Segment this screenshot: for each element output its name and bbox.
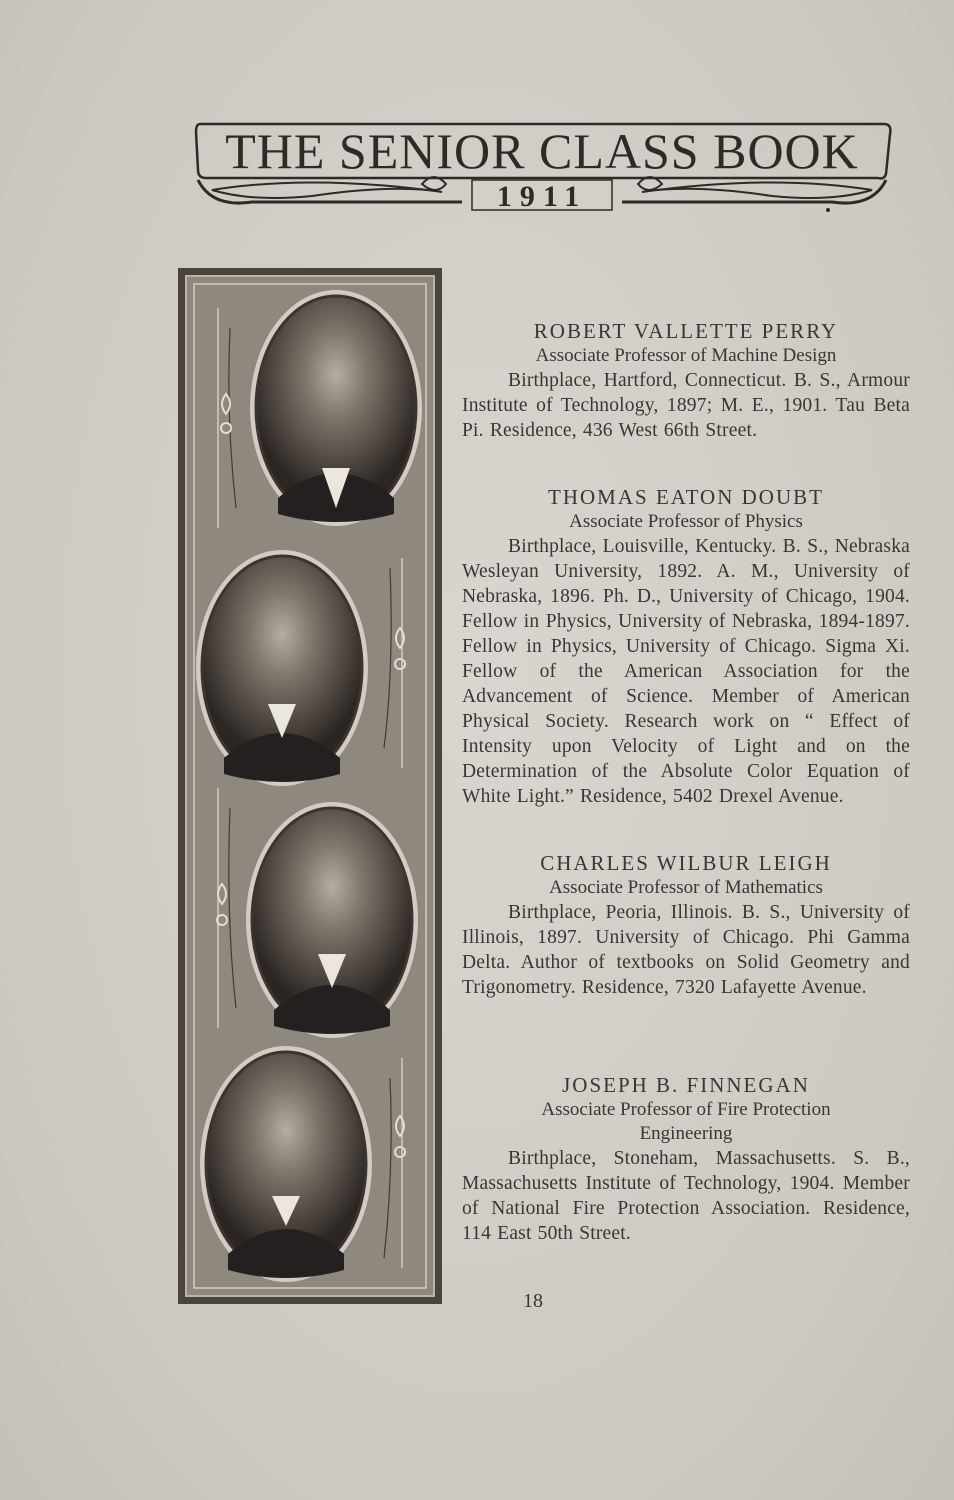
entry-name: JOSEPH B. FINNEGAN [562, 1073, 810, 1097]
portrait-strip [178, 268, 442, 1304]
entry-position: Associate Professor of Machine Design [535, 345, 837, 366]
entry-bio: Birthplace, Peoria, Illinois. B. S., University of Illinois, 1897. University of Chicago. Phi Gamma Delta. Author of textbooks on Solid Geometry and Trigonometry. Residence, 7320 Lafayette Avenue. [462, 902, 910, 998]
entry-perry [462, 318, 910, 443]
entry-bio: Birthplace, Louisville, Kentucky. B. S., Nebraska Wesleyan University, 1892. A. M., University of Nebraska, 1896. Ph. D., University of Chicago, 1904. Fellow in Physics, University of Nebraska, 1894-1897. Fellow in Physics, University of Chicago. Sigma Xi. Fellow of the American Association for the Advancement of Science. Member of American Physical Society. Research work on “ Effect of Intensity upon Velocity of Light and on the Determination of the Absolute Color Equation of White Light.” Residence, 5402 Drexel Avenue. [462, 536, 910, 807]
book-year: 1911 [496, 180, 588, 213]
book-title: THE SENIOR CLASS BOOK [225, 123, 859, 179]
entry-bio: Birthplace, Stoneham, Massachusetts. S. B., Massachusetts Institute of Technology, 1904. Member of National Fire Protection Association. Residence, 114 East 50th Street. [462, 1148, 910, 1244]
entry-name: THOMAS EATON DOUBT [548, 485, 824, 509]
page-number: 18 [523, 1290, 543, 1312]
entry-bio: Birthplace, Hartford, Connecticut. B. S., Armour Institute of Technology, 1897; M. E., 1901. Tau Beta Pi. Residence, 436 West 66th Street. [462, 370, 910, 441]
entry-name: ROBERT VALLETTE PERRY [533, 319, 839, 343]
portrait-frame [178, 268, 442, 1304]
entry-finnegan [462, 1072, 910, 1246]
entry-position: Associate Professor of Fire Protection Engineering [541, 1099, 831, 1144]
entry-name: CHARLES WILBUR LEIGH [540, 851, 832, 875]
header-banner [192, 118, 892, 218]
entry-position: Associate Professor of Mathematics [549, 877, 823, 898]
entry-position: Associate Professor of Physics [569, 511, 803, 532]
entry-leigh [462, 850, 910, 1000]
entry-doubt [462, 484, 910, 809]
